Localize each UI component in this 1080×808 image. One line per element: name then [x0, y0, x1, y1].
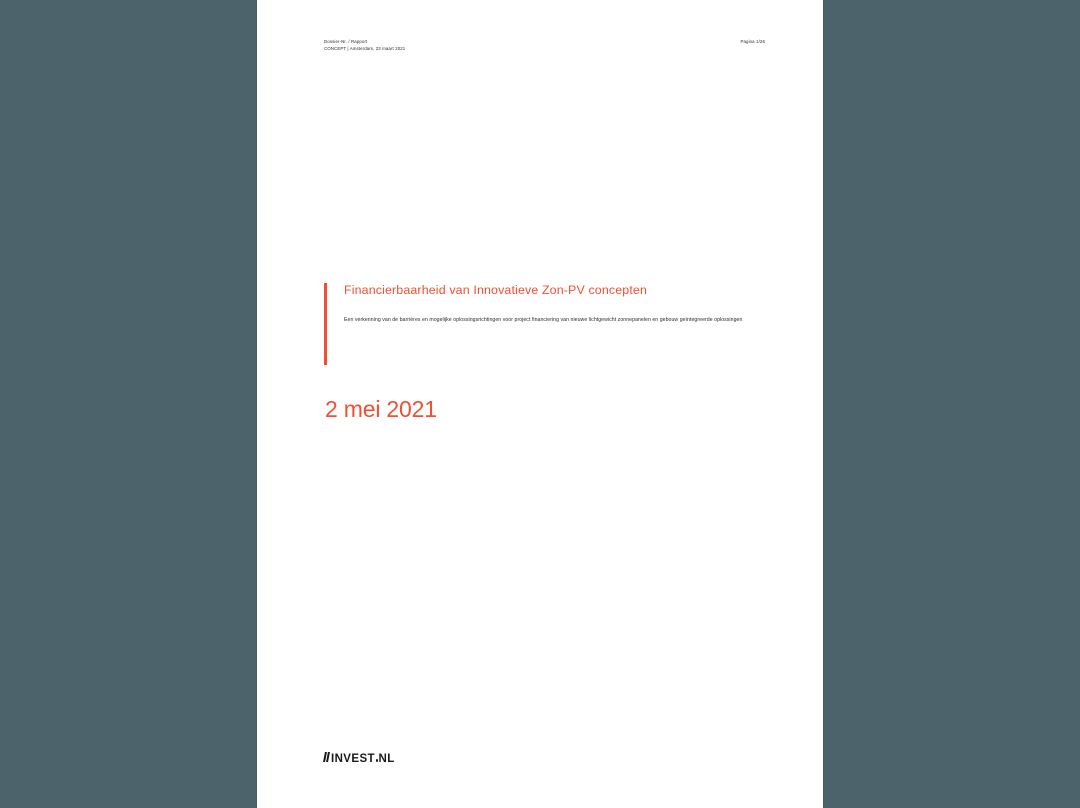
document-page [257, 0, 823, 808]
header-page-number: Pagina 1/26 [740, 39, 765, 44]
title-block [324, 283, 767, 326]
header-dossier-line: Dossier-Nr. / Rapport [324, 39, 368, 44]
header-document-reference [324, 38, 405, 53]
invest-nl-logo [324, 752, 395, 766]
accent-rule [324, 283, 327, 365]
page-title: Financierbaarheid van Innovatieve Zon-PV concepten [344, 283, 647, 297]
logo-mark-icon [324, 752, 330, 762]
logo-text: INVEST [331, 753, 375, 765]
page-subtitle: Een verkenning van de barrières en mogelijke oplossingsrichtingen voor project financiering van nieuwe lichtgewicht zonnepanelen en gebouw geïntegreerde oplossingen [344, 316, 743, 323]
page-header [324, 38, 765, 53]
logo-suffix: NL [378, 753, 395, 765]
header-concept-line: CONCEPT | Amsterdam, 23 maart 2021 [324, 46, 406, 52]
logo-dot-icon [376, 759, 378, 761]
document-date: 2 mei 2021 [325, 396, 437, 422]
